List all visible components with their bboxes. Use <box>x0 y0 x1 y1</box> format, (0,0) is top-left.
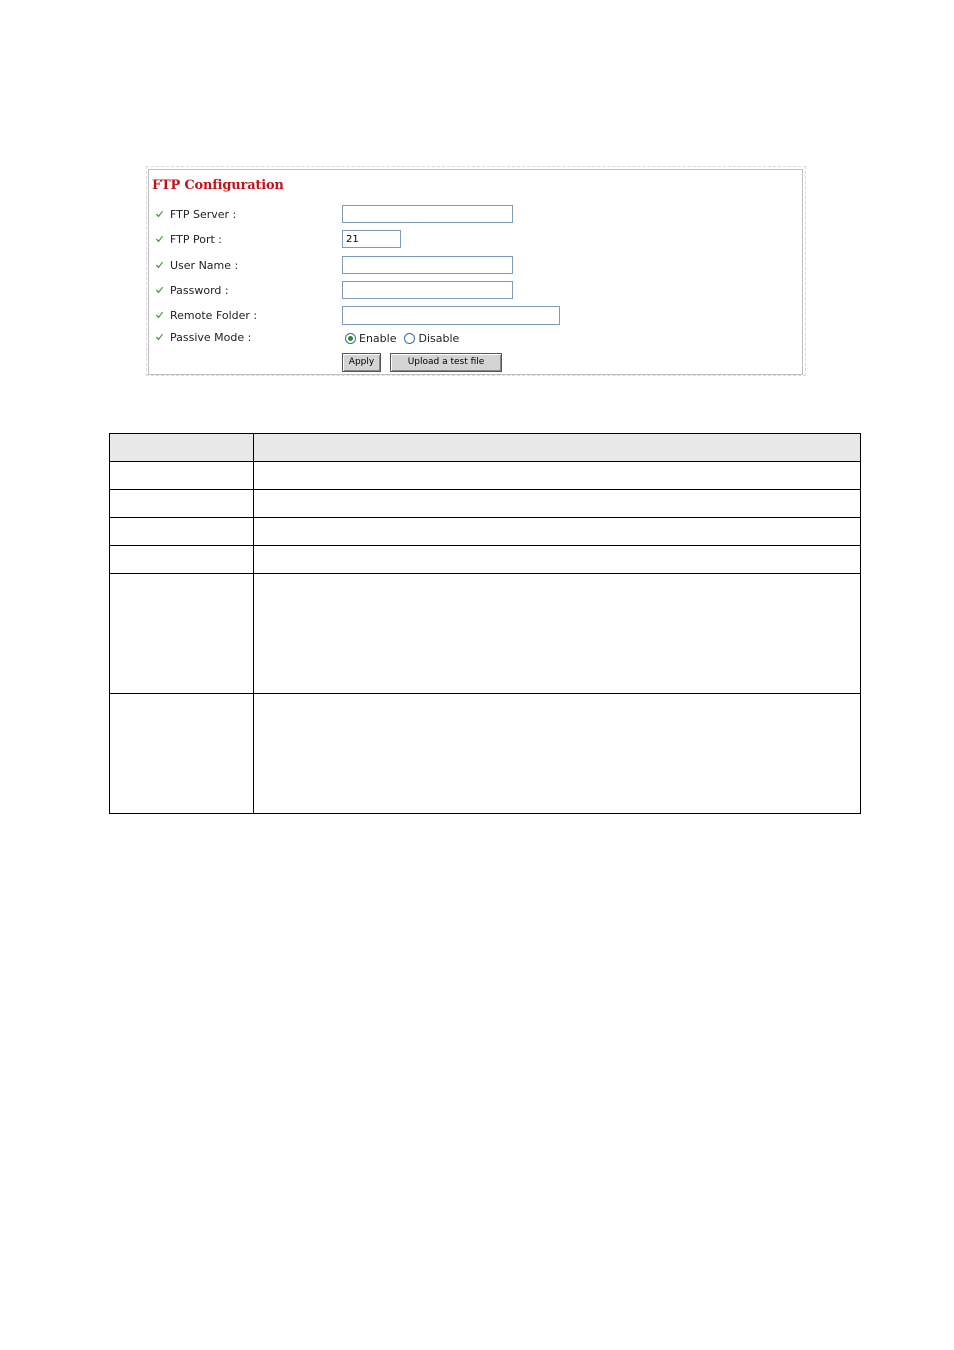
ftp-configuration-panel <box>148 169 803 375</box>
ftp-port-row <box>149 230 802 252</box>
table-row <box>110 694 861 814</box>
table-cell <box>110 694 254 814</box>
ftp-port-input[interactable] <box>342 230 401 248</box>
green-check-icon <box>155 333 164 342</box>
user-name-row <box>149 256 802 278</box>
green-check-icon <box>155 235 164 244</box>
table-row <box>110 490 861 518</box>
table-header-cell <box>110 434 254 462</box>
remote-folder-label-text: Remote Folder : <box>170 309 258 322</box>
green-check-icon <box>155 311 164 320</box>
ftp-port-label-text: FTP Port : <box>170 233 222 246</box>
apply-button[interactable]: Apply <box>342 353 381 372</box>
description-table <box>109 433 861 814</box>
green-check-icon <box>155 210 164 219</box>
table-header-row <box>110 434 861 462</box>
table-cell <box>254 490 861 518</box>
table-cell <box>254 462 861 490</box>
password-label-text: Password : <box>170 284 229 297</box>
table-cell <box>110 518 254 546</box>
table-cell <box>254 574 861 694</box>
table-row <box>110 462 861 490</box>
table-row <box>110 518 861 546</box>
table-cell <box>254 518 861 546</box>
passive-mode-label <box>155 331 251 344</box>
upload-test-file-button[interactable]: Upload a test file <box>390 353 502 372</box>
remote-folder-row <box>149 306 802 328</box>
table-row <box>110 546 861 574</box>
table-cell <box>254 694 861 814</box>
table-row <box>110 574 861 694</box>
green-check-icon <box>155 261 164 270</box>
password-input[interactable] <box>342 281 513 299</box>
table-cell <box>110 546 254 574</box>
ftp-server-row <box>149 205 802 227</box>
user-name-label <box>155 259 238 272</box>
passive-mode-enable-label[interactable]: Enable <box>359 332 397 345</box>
remote-folder-input[interactable] <box>342 306 560 325</box>
table-cell <box>110 462 254 490</box>
passive-mode-disable-radio[interactable] <box>404 333 415 344</box>
user-name-label-text: User Name : <box>170 259 239 272</box>
ftp-server-label-text: FTP Server : <box>170 208 237 221</box>
passive-mode-label-text: Passive Mode : <box>170 331 252 344</box>
passive-mode-radio-group <box>345 332 467 345</box>
passive-mode-enable-radio[interactable] <box>345 333 356 344</box>
passive-mode-disable-label[interactable]: Disable <box>418 332 460 345</box>
panel-title: FTP Configuration <box>152 178 284 193</box>
table-cell <box>110 490 254 518</box>
table-cell <box>110 574 254 694</box>
remote-folder-label <box>155 309 257 322</box>
user-name-input[interactable] <box>342 256 513 274</box>
ftp-port-label <box>155 233 222 246</box>
table-cell <box>254 546 861 574</box>
ftp-server-label <box>155 208 236 221</box>
ftp-server-input[interactable] <box>342 205 513 223</box>
password-label <box>155 284 229 297</box>
table-header-cell <box>254 434 861 462</box>
green-check-icon <box>155 286 164 295</box>
passive-mode-row <box>149 330 802 352</box>
password-row <box>149 281 802 303</box>
